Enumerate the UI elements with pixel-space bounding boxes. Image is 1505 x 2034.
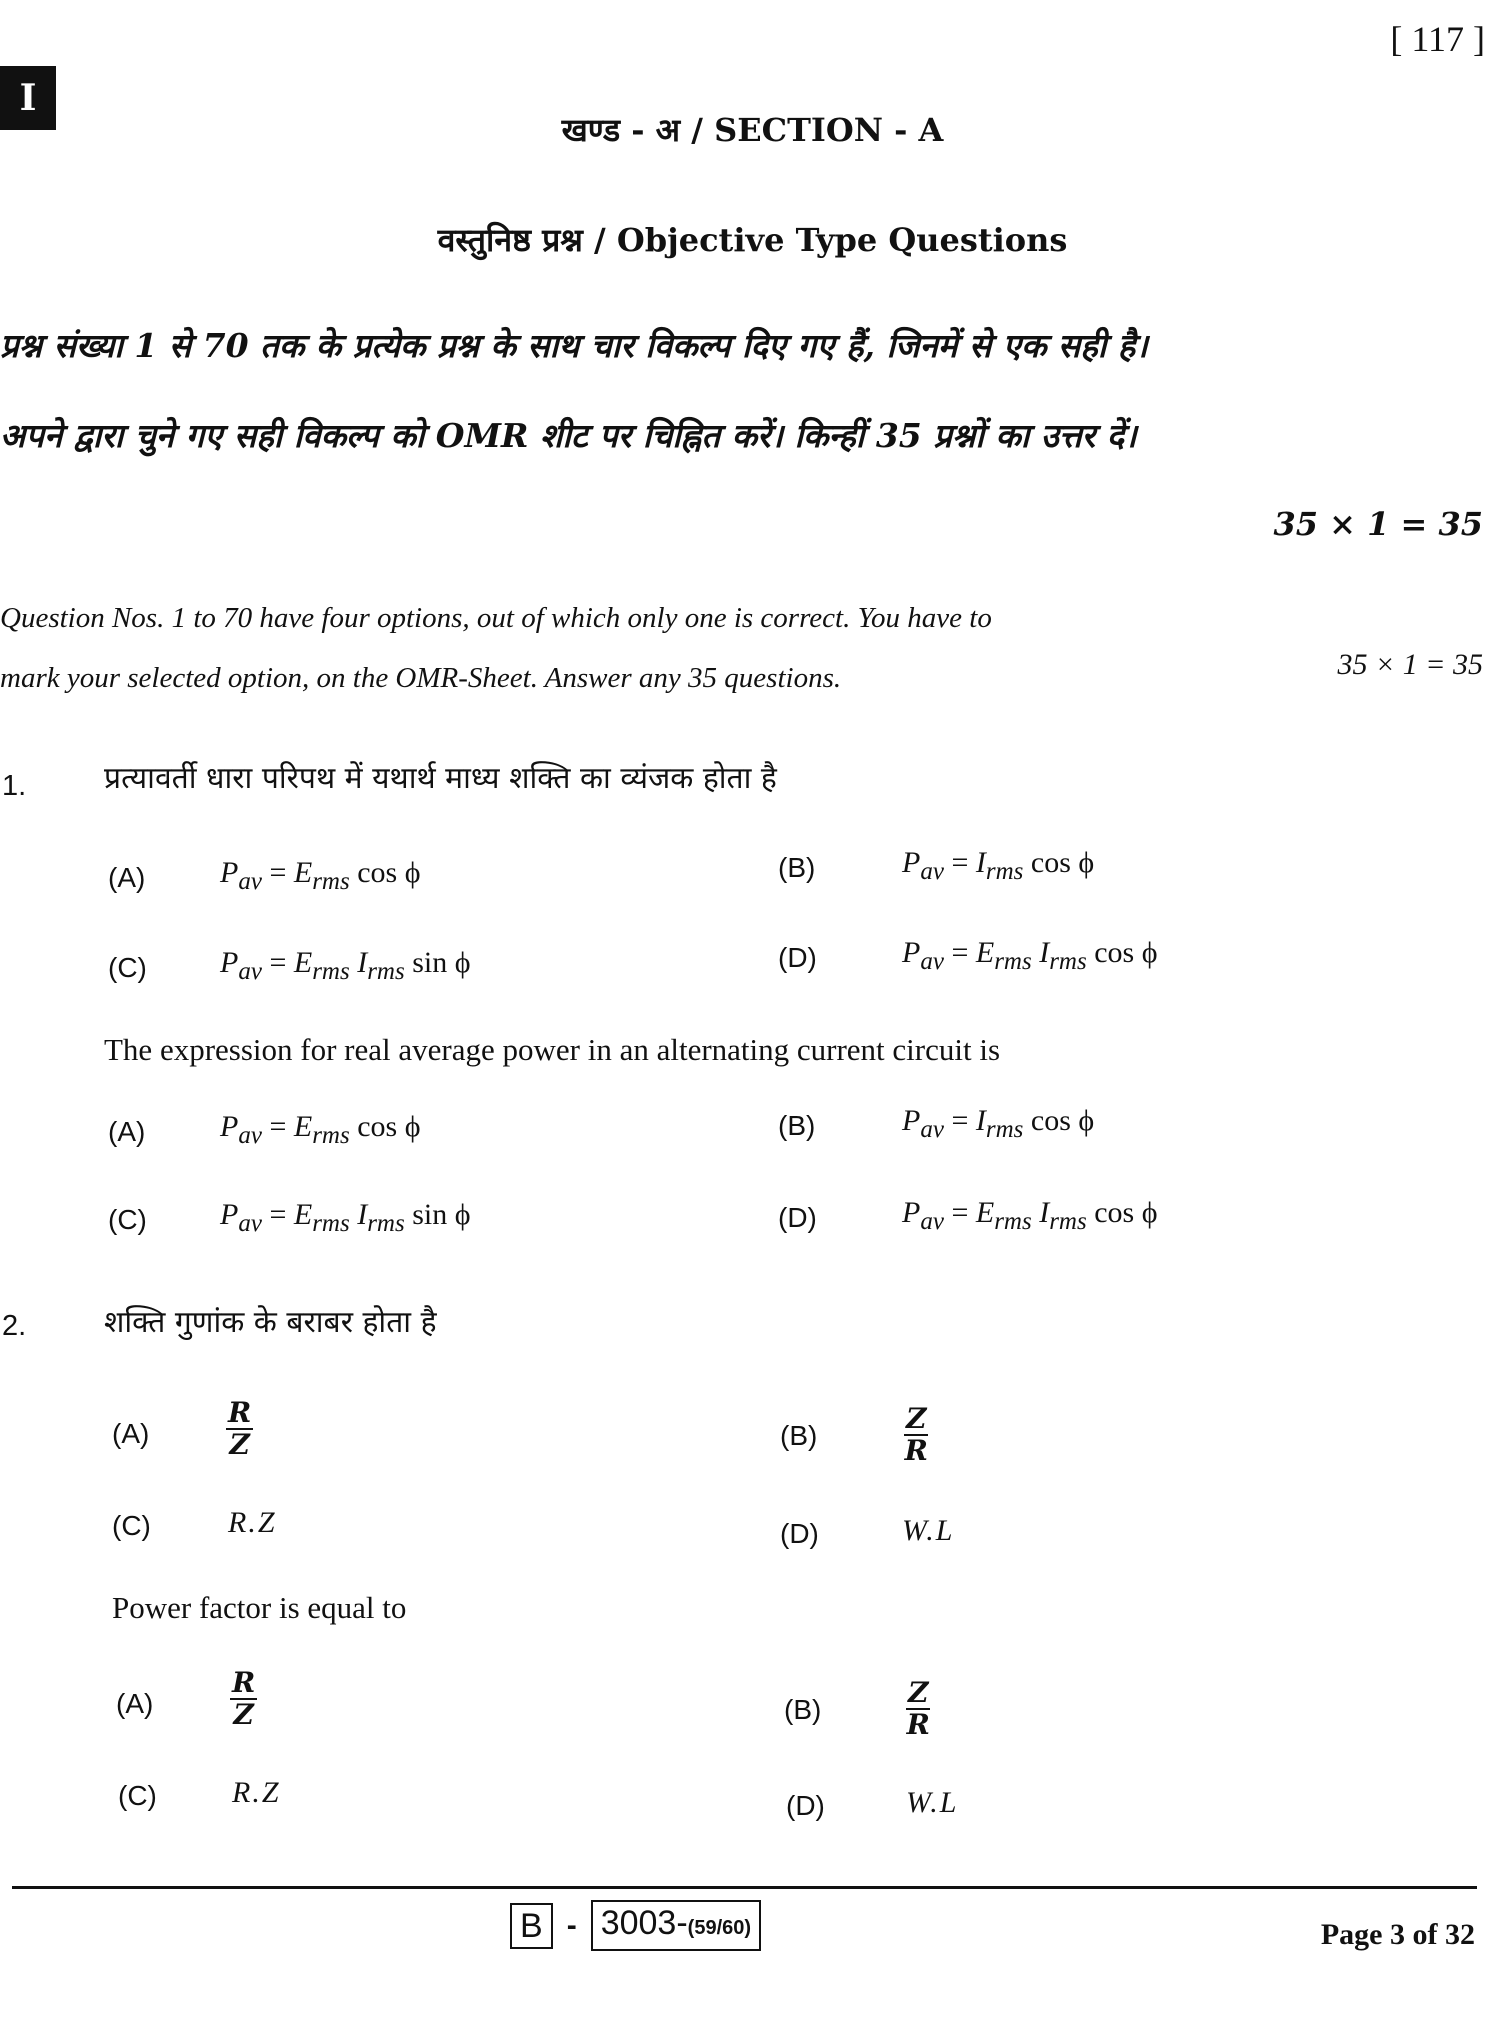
paper-code-suffix: (59/60) bbox=[687, 1917, 752, 1939]
question-text-english: The expression for real average power in an alternating current circuit is bbox=[104, 1032, 1001, 1067]
option-label: (A) bbox=[116, 1688, 154, 1719]
option-formula: $P_{av} = E_{rms}$ cos ϕ bbox=[220, 1110, 421, 1149]
option-label: (D) bbox=[786, 1790, 825, 1821]
hindi-instruction-line2: अपने द्वारा चुने गए सही विकल्प को OMR शीट पर चिह्नित करें। किन्हीं 35 प्रश्नों का उत्तर दें। bbox=[0, 416, 1137, 455]
section-subtitle: वस्तुनिष्ठ प्रश्न / Objective Type Questions bbox=[437, 221, 1068, 259]
question-number: 2. bbox=[2, 1310, 27, 1342]
option-fraction: $\frac{Z}{R}$ bbox=[904, 1402, 928, 1467]
option-label: (C) bbox=[108, 952, 147, 983]
english-instruction-line1: Question Nos. 1 to 70 have four options, out of which only one is correct. You have to bbox=[0, 602, 992, 634]
option-label: (A) bbox=[112, 1418, 150, 1449]
question-text-hindi: प्रत्यावर्ती धारा परिपथ में यथार्थ माध्य शक्ति का व्यंजक होता है bbox=[104, 761, 777, 796]
option-label: (B) bbox=[778, 1110, 816, 1141]
option-fraction: $\frac{Z}{R}$ bbox=[906, 1676, 930, 1741]
page-number: Page 3 of 32 bbox=[1320, 1918, 1475, 1951]
option-formula: W.L bbox=[906, 1786, 959, 1819]
question-number: 1. bbox=[2, 770, 27, 802]
option-formula: $P_{av} = E_{rms}$ $I_{rms}$ cos ϕ bbox=[902, 1196, 1158, 1235]
option-label: (B) bbox=[778, 852, 816, 883]
option-formula: $P_{av} = E_{rms}$ $I_{rms}$ cos ϕ bbox=[902, 936, 1158, 975]
section-title: खण्ड - अ / SECTION - A bbox=[561, 111, 944, 149]
option-label: (B) bbox=[784, 1694, 822, 1725]
hindi-marks: 35 × 1 = 35 bbox=[1273, 505, 1483, 543]
paper-code bbox=[510, 1900, 761, 1951]
option-formula: $P_{av} = E_{rms}$ cos ϕ bbox=[220, 856, 421, 895]
english-instruction-line2: mark your selected option, on the OMR-Sheet. Answer any 35 questions. bbox=[0, 662, 842, 694]
option-fraction: $\frac{R}{Z}$ bbox=[232, 1666, 256, 1731]
option-formula: W.L bbox=[902, 1514, 955, 1547]
option-label: (D) bbox=[778, 1202, 817, 1233]
question-text-hindi: शक्ति गुणांक के बराबर होता है bbox=[104, 1305, 437, 1340]
option-label: (B) bbox=[780, 1420, 818, 1451]
paper-code-number: 3003- bbox=[600, 1904, 688, 1942]
option-label: (A) bbox=[108, 1116, 146, 1147]
section-marker: I bbox=[0, 66, 56, 130]
option-label: (D) bbox=[780, 1518, 819, 1549]
option-formula: R.Z bbox=[232, 1776, 281, 1809]
option-label: (D) bbox=[778, 942, 817, 973]
english-marks: 35 × 1 = 35 bbox=[1337, 648, 1483, 681]
option-label: (C) bbox=[112, 1510, 151, 1541]
option-fraction: $\frac{R}{Z}$ bbox=[228, 1396, 252, 1461]
option-formula: $P_{av} = E_{rms}$ $I_{rms}$ sin ϕ bbox=[220, 1198, 471, 1237]
option-formula: $P_{av} = E_{rms}$ $I_{rms}$ sin ϕ bbox=[220, 946, 471, 985]
footer-divider bbox=[12, 1886, 1477, 1889]
set-code-box: B bbox=[510, 1903, 553, 1949]
option-formula: R.Z bbox=[228, 1506, 277, 1539]
option-label: (C) bbox=[108, 1204, 147, 1235]
hindi-instruction-line1: प्रश्न संख्या 1 से 70 तक के प्रत्येक प्रश्न के साथ चार विकल्प दिए गए हैं, जिनमें से एक सही है। bbox=[0, 326, 1148, 365]
option-formula: $P_{av} = I_{rms}$ cos ϕ bbox=[902, 1104, 1095, 1143]
code-dash: - bbox=[566, 1908, 577, 1942]
page-reference: [ 117 ] bbox=[1390, 19, 1485, 59]
option-label: (C) bbox=[118, 1780, 157, 1811]
question-text-english: Power factor is equal to bbox=[112, 1590, 407, 1625]
option-label: (A) bbox=[108, 862, 146, 893]
paper-code-box bbox=[591, 1900, 761, 1951]
option-formula: $P_{av} = I_{rms}$ cos ϕ bbox=[902, 846, 1095, 885]
